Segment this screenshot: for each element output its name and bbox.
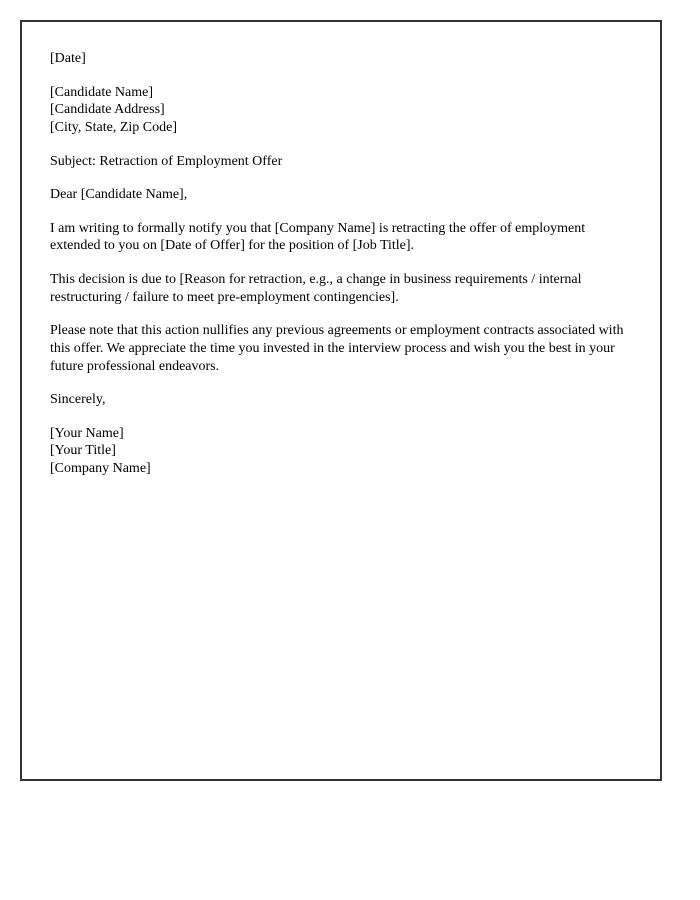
salutation: Dear [Candidate Name], bbox=[50, 187, 188, 203]
signature-title: [Your Title] bbox=[50, 443, 116, 459]
subject-line: Subject: Retraction of Employment Offer bbox=[50, 153, 283, 169]
paragraph-reason: This decision is due to [Reason for retraction, e.g., a change in business requirements / internal restructuring / failure to meet pre-employment contingencies]. bbox=[50, 272, 582, 305]
signature-company: [Company Name] bbox=[50, 461, 151, 476]
paragraph-nullification: Please note that this action nullifies any previous agreements or employment contracts associated with this offer. We appreciate the time you invested in the interview process and wish you the best in your future professional endeavors. bbox=[50, 323, 624, 374]
recipient-city-state-zip: [City, State, Zip Code] bbox=[50, 119, 178, 135]
letter-container bbox=[20, 20, 662, 781]
closing: Sincerely, bbox=[50, 392, 106, 408]
recipient-block bbox=[50, 84, 630, 137]
recipient-name: [Candidate Name] bbox=[50, 84, 154, 100]
signature-name: [Your Name] bbox=[50, 425, 124, 441]
paragraph-notification: I am writing to formally notify you that [Company Name] is retracting the offer of employment extended to you on [Date of Offer] for the position of [Job Title]. bbox=[50, 220, 586, 254]
recipient-address: [Candidate Address] bbox=[50, 102, 165, 118]
signature-block bbox=[50, 425, 630, 478]
date-placeholder: [Date] bbox=[50, 51, 86, 66]
